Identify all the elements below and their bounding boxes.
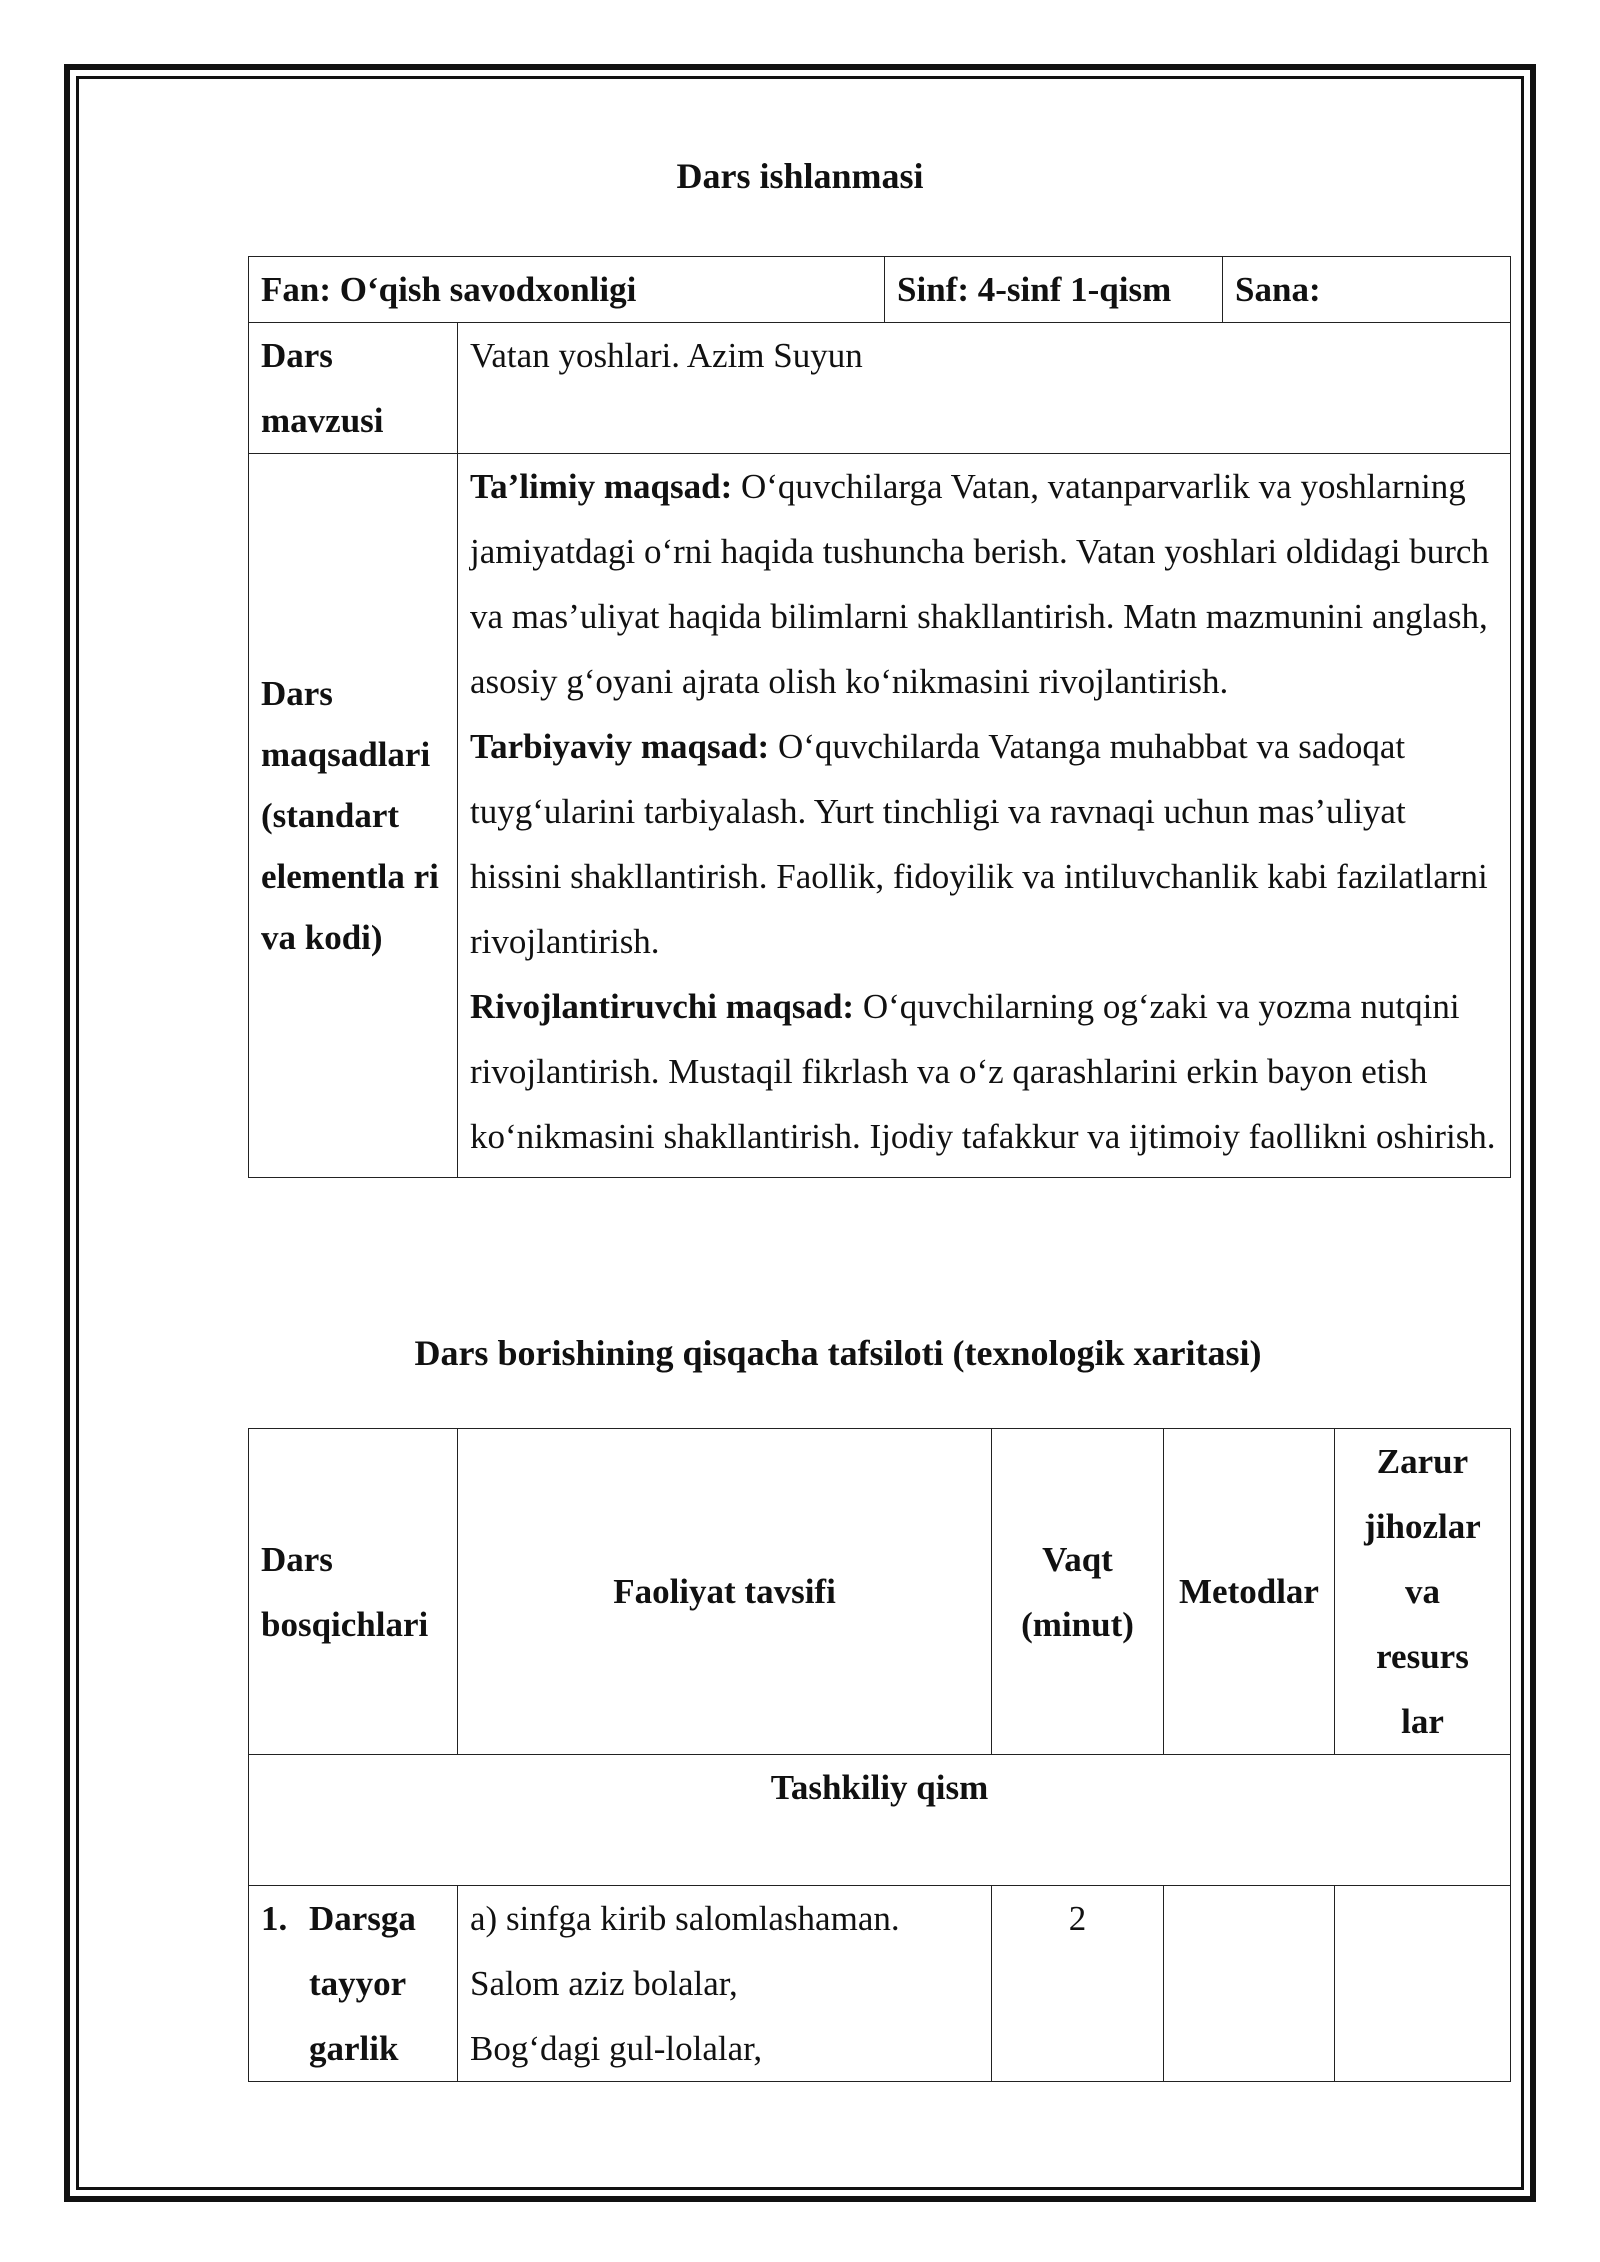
- header-line: (minut): [1021, 1604, 1134, 1644]
- goals-content: [458, 454, 1511, 1178]
- subject-row: [249, 257, 1511, 323]
- activity-line: Bog‘dagi gul-lolalar,: [470, 2029, 763, 2068]
- header-line: Dars: [261, 1539, 333, 1579]
- table-row: [249, 1886, 1511, 2082]
- topic-row: [249, 323, 1511, 454]
- educational-goal: [470, 454, 1498, 714]
- topic-value: Vatan yoshlari. Azim Suyun: [458, 323, 1511, 454]
- grade-cell: Sinf: 4-sinf 1-qism: [885, 257, 1223, 323]
- header-line: Zarur: [1376, 1442, 1469, 1481]
- stage-line: garlik: [309, 2029, 399, 2068]
- resources-cell: [1335, 1886, 1511, 2082]
- section-row-label: Tashkiliy qism: [249, 1755, 1511, 1886]
- stage-cell: [249, 1886, 458, 2082]
- activity-cell: [458, 1886, 992, 2082]
- goal-label: Tarbiyaviy maqsad:: [470, 727, 770, 766]
- stage-number: 1.: [261, 1899, 288, 1938]
- topic-label: [249, 323, 458, 454]
- goals-label-line: Dars: [261, 674, 333, 713]
- header-time: [992, 1429, 1164, 1755]
- activity-line: a) sinfga kirib salomlashaman.: [470, 1899, 900, 1938]
- subject-cell: Fan: O‘qish savodxonligi: [249, 257, 885, 323]
- stage-name: [309, 1886, 416, 2081]
- topic-label-line: Dars: [261, 336, 333, 375]
- goal-text: O‘quvchilarning og‘zaki va yozma nutqini rivojlantirish. Mustaqil fikrlash va o‘z qarashlarini erkin bayon etish ko‘nikmasini shakllantirish. Ijodiy tafakkur va ijtimoiy faollikni oshirish.: [470, 987, 1496, 1156]
- activity-line: Salom aziz bolalar,: [470, 1964, 738, 2003]
- lesson-process-table: [248, 1428, 1511, 2082]
- goals-label-line: maqsadlari: [261, 735, 431, 774]
- header-line: bosqichlari: [261, 1604, 429, 1644]
- header-line: lar: [1401, 1702, 1444, 1741]
- lesson-header-table: [248, 256, 1511, 1178]
- methods-cell: [1164, 1886, 1335, 2082]
- header-line: Vaqt: [1042, 1539, 1113, 1579]
- goals-label-line: (standart: [261, 796, 400, 835]
- developmental-goal: [470, 974, 1498, 1169]
- header-stages: [249, 1429, 458, 1755]
- upbringing-goal: [470, 714, 1498, 974]
- goals-label-line: va kodi): [261, 918, 383, 957]
- header-resources: [1335, 1429, 1511, 1755]
- header-line: va: [1405, 1572, 1440, 1611]
- goal-text: O‘quvchilarga Vatan, vatanparvarlik va yoshlarning jamiyatdagi o‘rni haqida tushuncha berish. Vatan yoshlari oldidagi burch va mas’uliyat haqida bilimlarni shakllantirish. Matn mazmunini anglash, asosiy g‘oyani ajrata olish ko‘nikmasini rivojlantirish.: [470, 467, 1489, 701]
- organizational-section-row: [249, 1755, 1511, 1886]
- document-title: Dars ishlanmasi: [676, 156, 924, 196]
- header-line: jihozlar: [1364, 1507, 1481, 1546]
- stage-line: tayyor: [309, 1964, 407, 2003]
- topic-label-line: mavzusi: [261, 401, 384, 440]
- time-cell: 2: [992, 1886, 1164, 2082]
- goals-row: [249, 454, 1511, 1178]
- goals-label-line: elementla ri: [261, 857, 439, 896]
- process-header-row: [249, 1429, 1511, 1755]
- header-activity: Faoliyat tavsifi: [458, 1429, 992, 1755]
- goal-label: Ta’limiy maqsad:: [470, 467, 733, 506]
- goals-label: [249, 454, 458, 1178]
- section-title: Dars borishining qisqacha tafsiloti (texnologik xaritasi): [414, 1333, 1262, 1373]
- goal-label: Rivojlantiruvchi maqsad:: [470, 987, 855, 1026]
- stage-line: Darsga: [309, 1899, 416, 1938]
- goal-text: O‘quvchilarda Vatanga muhabbat va sadoqat tuyg‘ularini tarbiyalash. Yurt tinchligi va ravnaqi uchun mas’uliyat hissini shakllantirish. Faollik, fidoyilik va intiluvchanlik kabi fazilatlarni rivojlantirish.: [470, 727, 1488, 961]
- date-cell: Sana:: [1223, 257, 1511, 323]
- header-methods: Metodlar: [1164, 1429, 1335, 1755]
- header-line: resurs: [1376, 1637, 1469, 1676]
